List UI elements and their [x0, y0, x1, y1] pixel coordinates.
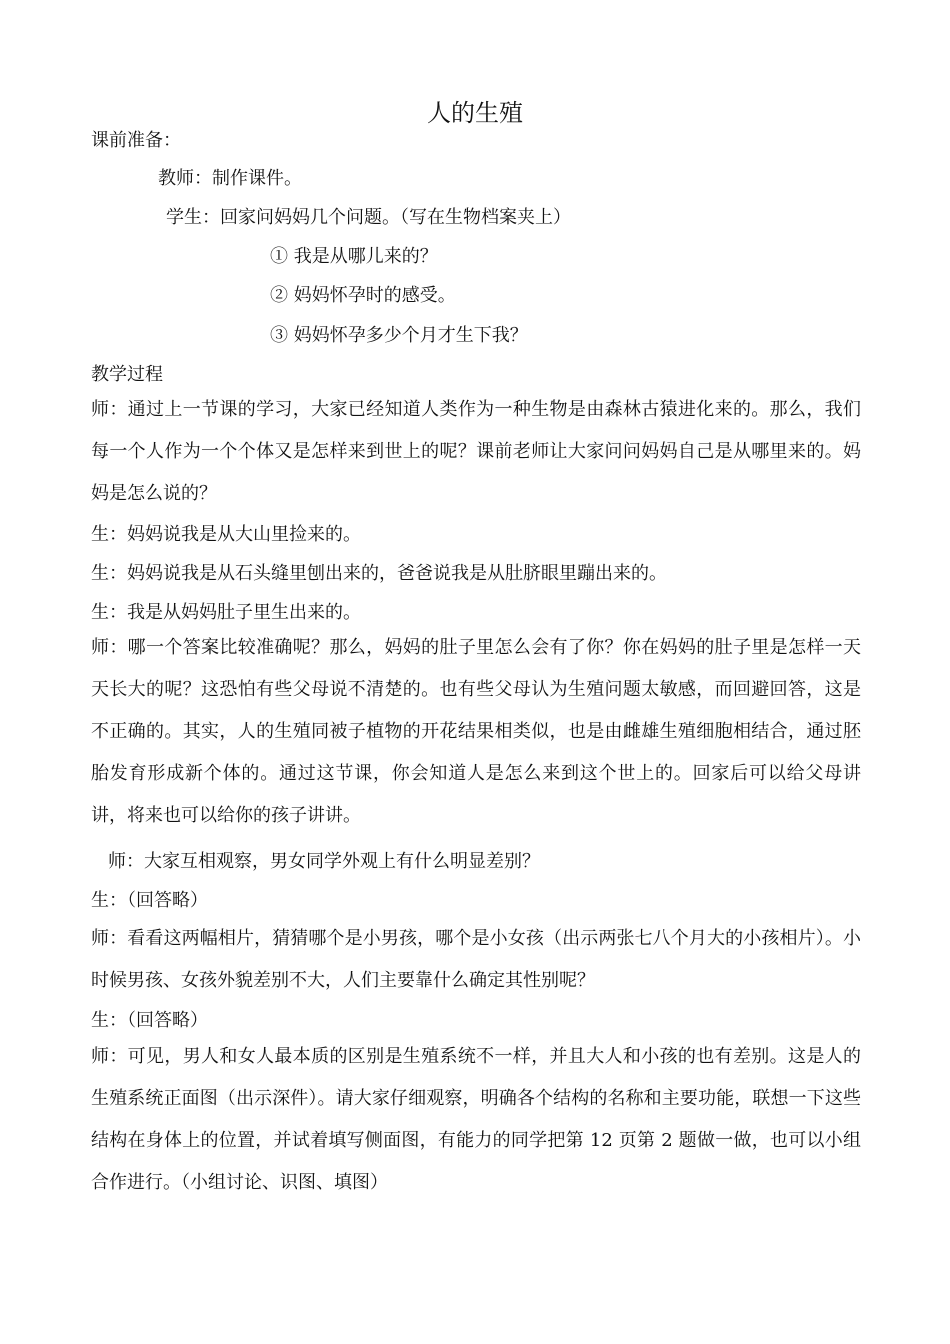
teacher-paragraph: 师：哪一个答案比较准确呢？那么，妈妈的肚子里怎么会有了你？你在妈妈的肚子里是怎样一天天长大的呢？这恐怕有些父母说不清楚的。也有些父母认为生殖问题太敏感，而回避回答，这是不正确的。其实，人的生殖同被子植物的开花结果相类似，也是由雌雄生殖细胞相结合，通过胚胎发育形成新个体的。通过这节课，你会知道人是怎么来到这个世上的。回家后可以给父母讲讲，将来也可以给你的孩子讲讲。: [91, 637, 861, 826]
prep-teacher: 教师：制作课件。: [158, 168, 302, 189]
student-answer: 生：妈妈说我是从大山里捡来的。: [91, 524, 361, 545]
student-answer: 生：我是从妈妈肚子里生出来的。: [91, 602, 361, 623]
teacher-paragraph: 师：看看这两幅相片，猜猜哪个是小男孩，哪个是小女孩（出示两张七八个月大的小孩相片）。小时候男孩、女孩外貌差别不大，人们主要靠什么确定其性别呢？: [91, 928, 861, 991]
question-item: ② 妈妈怀孕时的感受。: [270, 285, 456, 306]
page-title: 人的生殖: [427, 99, 523, 127]
question-item: ① 我是从哪儿来的？: [270, 246, 438, 267]
student-answer: 生：（回答略）: [91, 1010, 208, 1031]
teacher-paragraph: 师：通过上一节课的学习，大家已经知道人类作为一种生物是由森林古猿进化来的。那么，我们每一个人作为一个个体又是怎样来到世上的呢？课前老师让大家问问妈妈自己是从哪里来的。妈妈是怎么说的？: [91, 399, 861, 504]
student-answer: 生：（回答略）: [91, 890, 208, 911]
prep-heading: 课前准备：: [91, 130, 181, 151]
teacher-question: 师：大家互相观察，男女同学外观上有什么明显差别？: [108, 851, 540, 872]
question-item: ③ 妈妈怀孕多少个月才生下我？: [270, 325, 528, 346]
prep-student: 学生：回家问妈妈几个问题。（写在生物档案夹上）: [166, 207, 571, 228]
process-heading: 教学过程: [91, 364, 163, 385]
teacher-paragraph: 师：可见，男人和女人最本质的区别是生殖系统不一样，并且大人和小孩的也有差别。这是人的生殖系统正面图（出示深件）。请大家仔细观察，明确各个结构的名称和主要功能，联想一下这些结构在身体上的位置，并试着填写侧面图，有能力的同学把第 12 页第 2 题做一做，也可以小组合作进行。（小组讨论、识图、填图）: [91, 1046, 861, 1193]
student-answer: 生：妈妈说我是从石头缝里刨出来的，爸爸说我是从肚脐眼里蹦出来的。: [91, 563, 667, 584]
